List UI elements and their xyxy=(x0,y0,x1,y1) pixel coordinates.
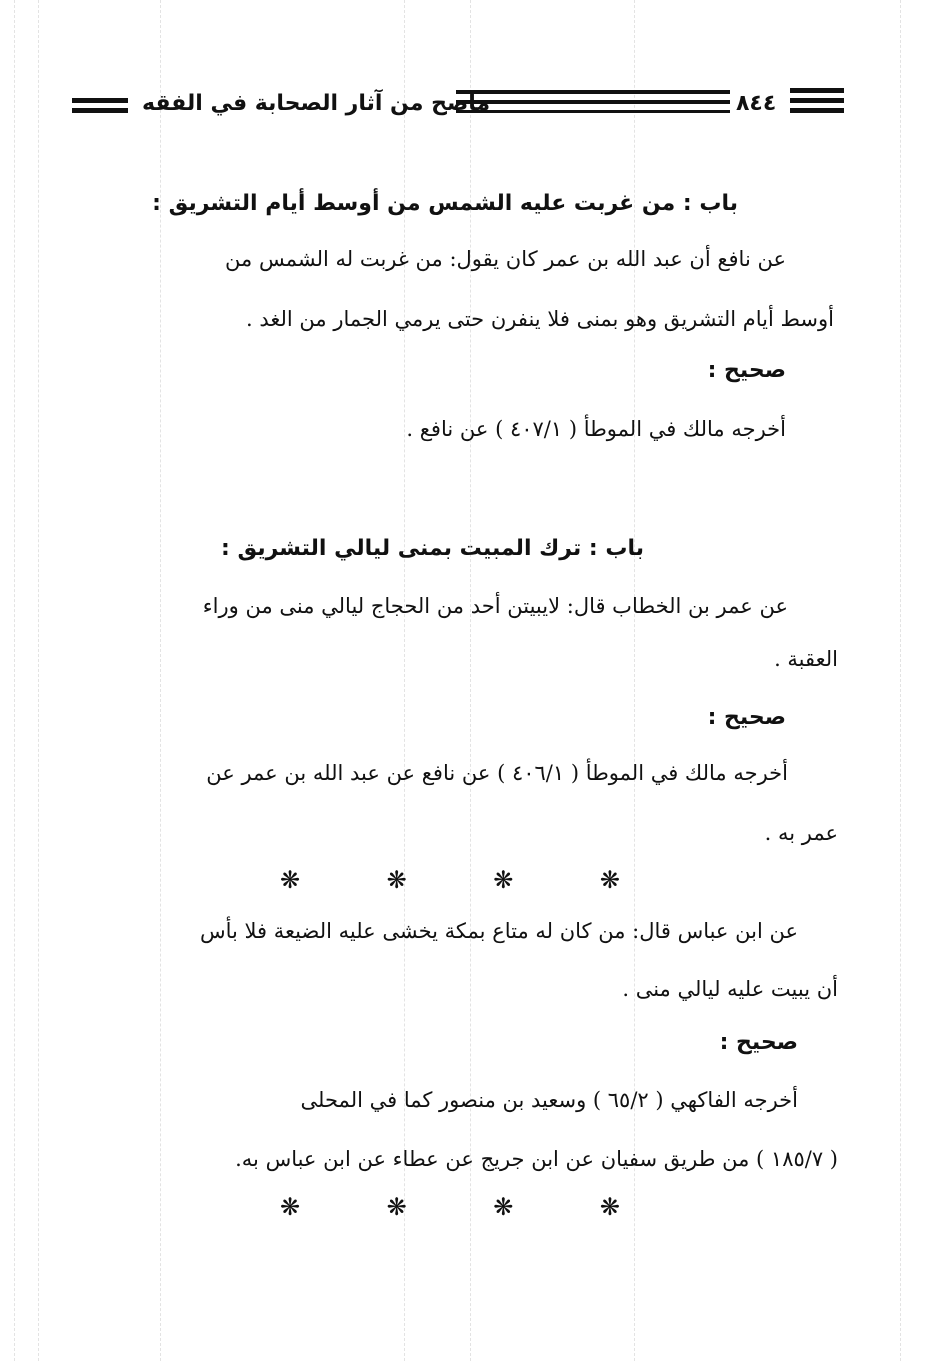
ornament-star-icon: ❋ xyxy=(599,1193,620,1221)
takhrij-line: أخرجه مالك في الموطأ ( ٤٠٧/١ ) عن نافع . xyxy=(406,417,786,441)
ornament-star-icon: ❋ xyxy=(386,1193,407,1221)
book-title: ماصح من آثار الصحابة في الفقه xyxy=(142,91,491,116)
text-line: عن نافع أن عبد الله بن عمر كان يقول: من غربت له الشمس من xyxy=(225,247,786,271)
text-line: عن عمر بن الخطاب قال: لايبيتن أحد من الحجاج ليالي منى من وراء xyxy=(202,594,788,618)
page-number: ٨٤٤ xyxy=(736,91,777,116)
section-separator xyxy=(280,866,620,894)
section-heading: باب : من غربت عليه الشمس من أوسط أيام التشريق : xyxy=(152,191,738,216)
page-guide xyxy=(38,0,39,1361)
grade-label: صحيح : xyxy=(707,705,786,730)
text-line: أوسط أيام التشريق وهو بمنى فلا ينفرن حتى يرمي الجمار من الغد . xyxy=(246,307,834,331)
ornament-star-icon: ❋ xyxy=(493,866,514,894)
ornament-star-icon: ❋ xyxy=(599,866,620,894)
header-rule xyxy=(72,98,128,103)
takhrij-line: عمر به . xyxy=(764,821,838,845)
section-heading: باب : ترك المبيت بمنى ليالي التشريق : xyxy=(221,536,644,561)
header-rule xyxy=(456,90,730,94)
header-rule xyxy=(790,108,844,113)
ornament-star-icon: ❋ xyxy=(493,1193,514,1221)
text-line: عن ابن عباس قال: من كان له متاع بمكة يخشى عليه الضيعة فلا بأس xyxy=(199,919,798,943)
page-guide xyxy=(14,0,15,1361)
grade-label: صحيح : xyxy=(707,358,786,383)
takhrij-line: أخرجه مالك في الموطأ ( ٤٠٦/١ ) عن نافع عن عبد الله بن عمر عن xyxy=(206,761,788,785)
running-header xyxy=(72,82,844,128)
ornament-star-icon: ❋ xyxy=(280,1193,301,1221)
text-line: العقبة . xyxy=(774,647,838,671)
page-guide xyxy=(900,0,901,1361)
section-separator xyxy=(280,1193,620,1221)
ornament-star-icon: ❋ xyxy=(386,866,407,894)
header-rule xyxy=(790,88,844,93)
header-rule xyxy=(456,100,730,104)
text-line: أن يبيت عليه ليالي منى . xyxy=(622,977,838,1001)
takhrij-line: ( ١٨٥/٧ ) من طريق سفيان عن ابن جريج عن عطاء عن ابن عباس به. xyxy=(235,1147,838,1171)
ornament-star-icon: ❋ xyxy=(280,866,301,894)
header-rule xyxy=(456,110,730,113)
header-rule xyxy=(790,98,844,103)
grade-label: صحيح : xyxy=(719,1030,798,1055)
header-rule xyxy=(72,108,128,113)
takhrij-line: أخرجه الفاكهي ( ٦٥/٢ ) وسعيد بن منصور كما في المحلى xyxy=(300,1088,798,1112)
